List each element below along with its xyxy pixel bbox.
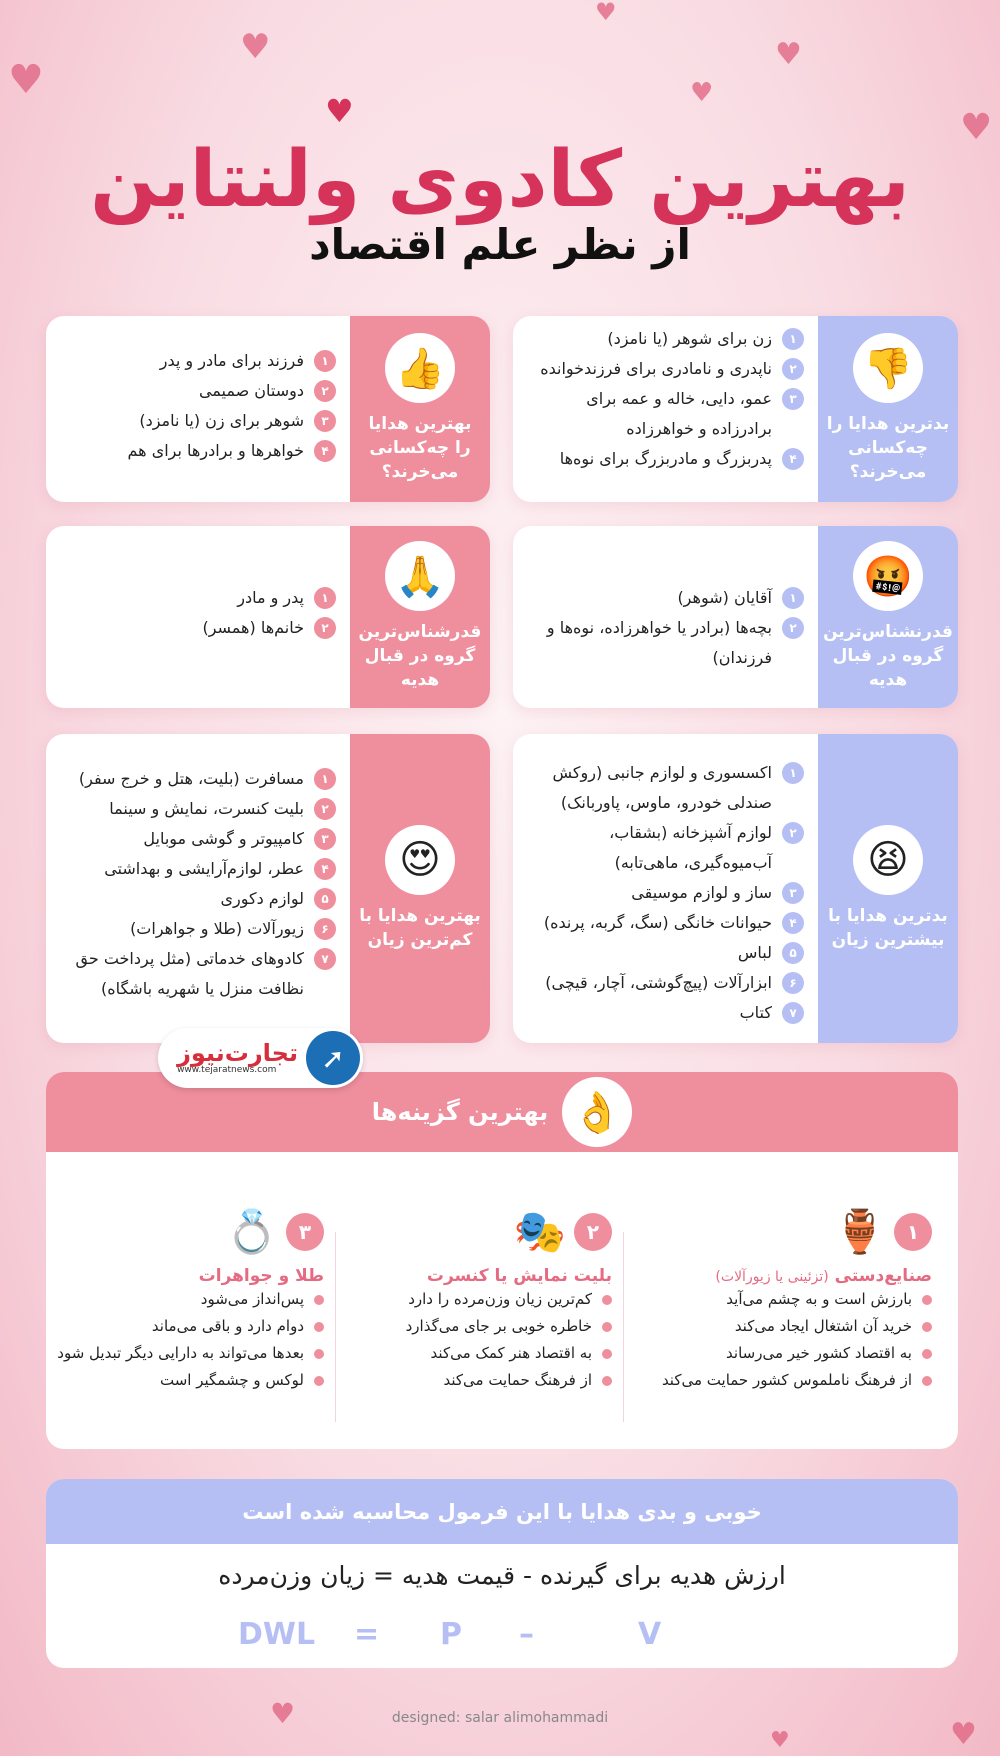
list-item: ۲ دوستان صمیمی (60, 376, 336, 406)
card-label: بهترین هدایا را چه‌کسانی می‌خرند؟ (368, 414, 472, 482)
list-item: ۷ کتاب (527, 998, 804, 1028)
list-item: ۱ مسافرت (بلیت، هتل و خرج سفر) (60, 764, 336, 794)
bullet-icon (314, 1322, 324, 1332)
divider (623, 1232, 624, 1422)
bullet-icon (314, 1376, 324, 1386)
card-label: قدرنشناس‌ترین گروه در قبال هدیه (823, 622, 953, 690)
formula-title: خوبی و بدی هدایا با این فرمول محاسبه شده است (46, 1479, 958, 1544)
praying-hands-icon: 🙏 (385, 541, 455, 611)
heart-icon: ♥ (240, 27, 271, 67)
option-number: ۳ (286, 1213, 324, 1251)
ok-hand-icon: 👌 (562, 1077, 632, 1147)
option-handicrafts (642, 1202, 932, 1394)
card-side (818, 526, 958, 708)
bullet-icon (314, 1295, 324, 1305)
list-item: ۱ اکسسوری و لوازم جانبی (روکش صندلی خودرو، ماوس، پاوربانک) (527, 758, 804, 818)
heart-icon: ♥ (690, 78, 714, 108)
list-item: ۴ حیوانات خانگی (سگ، گربه، پرنده) (527, 908, 804, 938)
bullet-icon (922, 1295, 932, 1305)
best-options-panel (46, 1072, 958, 1449)
formula-p: P (440, 1617, 462, 1652)
card-side (350, 526, 490, 708)
list-item: ۴ پدربزرگ و مادربزرگ برای نوه‌ها (527, 444, 804, 474)
list-item: ۲ خانم‌ها (همسر) (60, 613, 336, 643)
bullet-icon (602, 1376, 612, 1386)
option-gold-jewelry (54, 1202, 324, 1394)
formula-v: V (638, 1617, 662, 1652)
formula-dwl: DWL (238, 1617, 316, 1652)
card-label: بهترین هدایا با کم‌ترین زیان (359, 905, 481, 950)
card-best-gifts (46, 734, 490, 1043)
designer-credit: designed: salar alimohammadi (391, 1710, 609, 1726)
list-item: از فرهنگ حمایت می‌کند (352, 1367, 612, 1394)
card-side (818, 316, 958, 502)
tejaratnews-logo[interactable] (158, 1028, 363, 1088)
list-item: ۱ آقایان (شوهر) (527, 583, 804, 613)
list-item: ۲ لوازم آشپزخانه (بشقاب، آب‌میوه‌گیری، ماهی‌تابه) (527, 818, 804, 878)
divider (335, 1232, 336, 1422)
amphora-icon: 🏺 (833, 1207, 886, 1256)
list-item: بارزش است و به چشم می‌آید (642, 1286, 932, 1313)
thumbs-down-icon: 👎 (853, 333, 923, 403)
page-title: بهترین کادوی ولنتاین (90, 135, 910, 225)
list-item: ۳ عمو، دایی، خاله و عمه برای برادرزاده و خواهرزاده (527, 384, 804, 444)
best-options-title: بهترین گزینه‌ها (371, 1098, 549, 1126)
option-number: ۱ (894, 1213, 932, 1251)
list-item: ۲ بلیت کنسرت، نمایش و سینما (60, 794, 336, 824)
card-worst-givers (513, 316, 958, 502)
list-item: ۴ خواهرها و برادرها برای هم (60, 436, 336, 466)
formula-panel (46, 1479, 958, 1668)
list-item: پس‌انداز می‌شود (54, 1286, 324, 1313)
option-number: ۲ (574, 1213, 612, 1251)
list-item: ۳ کامپیوتر و گوشی موبایل (60, 824, 336, 854)
card-grateful (46, 526, 490, 708)
card-worst-gifts (513, 734, 958, 1043)
cursing-face-icon: 🤬 (853, 541, 923, 611)
bullet-icon (602, 1322, 612, 1332)
list-item: ۴ عطر، لوازم‌آرایشی و بهداشتی (60, 854, 336, 884)
list-item: لوکس و چشمگیر است (54, 1367, 324, 1394)
bullet-icon (922, 1322, 932, 1332)
formula-minus: – (519, 1617, 534, 1652)
page-subtitle: از نظر علم اقتصاد (309, 220, 691, 269)
bullet-icon (602, 1349, 612, 1359)
list-item: دوام دارد و باقی می‌ماند (54, 1313, 324, 1340)
thumbs-up-icon: 👍 (385, 333, 455, 403)
list-item: خرید آن اشتغال ایجاد می‌کند (642, 1313, 932, 1340)
list-item: ۳ ساز و لوازم موسیقی (527, 878, 804, 908)
list-item: کم‌ترین زیان وزن‌مرده را دارد (352, 1286, 612, 1313)
list-item: به اقتصاد هنر کمک می‌کند (352, 1340, 612, 1367)
list-item: از فرهنگ ناملموس کشور حمایت می‌کند (642, 1367, 932, 1394)
list-item: ۲ بچه‌ها (برادر یا خواهرزاده، نوه‌ها و فرزندان) (527, 613, 804, 673)
option-concert-ticket (352, 1202, 612, 1394)
list-item: بعدها می‌تواند به دارایی دیگر تبدیل شود (54, 1340, 324, 1367)
list-item: به اقتصاد کشور خیر می‌رساند (642, 1340, 932, 1367)
option-title: بلیت نمایش یا کنسرت (426, 1266, 612, 1286)
list-item: ۳ شوهر برای زن (یا نامزد) (60, 406, 336, 436)
formula-text: ارزش هدیه برای گیرنده - قیمت هدیه = زیان وزن‌مرده (218, 1561, 786, 1590)
list-item: ۲ ناپدری و نامادری برای فرزندخوانده (527, 354, 804, 384)
list-item: خاطره خوبی بر جای می‌گذارد (352, 1313, 612, 1340)
list-item: ۱ پدر و مادر (60, 583, 336, 613)
heart-icon: ♥ (775, 37, 802, 72)
formula-equals: = (354, 1617, 380, 1652)
list-item: ۷ کادوهای خدماتی (مثل پرداخت حق نظافت منزل یا شهریه باشگاه) (60, 944, 336, 1004)
logo-mark-icon: ➚ (306, 1031, 360, 1085)
card-side (818, 734, 958, 1043)
card-ungrateful (513, 526, 958, 708)
heart-icon: ♥ (950, 1717, 977, 1752)
heart-icon: ♥ (8, 57, 44, 103)
card-label: بدترین هدایا را چه‌کسانی می‌خرند؟ (826, 414, 950, 482)
list-item: ۱ زن برای شوهر (یا نامزد) (527, 324, 804, 354)
list-item: ۵ لباس (527, 938, 804, 968)
card-label: قدرشناس‌ترین گروه در قبال هدیه (358, 622, 482, 690)
heart-icon: ♥ (960, 107, 993, 148)
heart-icon: ♥ (595, 0, 617, 26)
bullet-icon (922, 1376, 932, 1386)
card-best-givers (46, 316, 490, 502)
bullet-icon (314, 1349, 324, 1359)
logo-name: تجارت‌نیوز (177, 1039, 298, 1067)
bullet-icon (922, 1349, 932, 1359)
option-title: طلا و جواهرات (198, 1266, 324, 1286)
list-item: ۶ زیورآلات (طلا و جواهرات) (60, 914, 336, 944)
card-side (350, 316, 490, 502)
logo-url: www.tejaratnews.com (177, 1065, 277, 1075)
list-item: ۶ ابزارآلات (پیچ‌گوشتی، آچار، قیچی) (527, 968, 804, 998)
heart-icon: ♥ (325, 92, 354, 130)
card-label: بدترین هدایا با بیشترین زیان (828, 905, 948, 950)
tired-face-icon: 😫 (853, 825, 923, 895)
theater-masks-icon: 🎭 (513, 1207, 566, 1256)
list-item: ۱ فرزند برای مادر و پدر (60, 346, 336, 376)
card-side (350, 734, 490, 1043)
heart-eyes-icon: 😍 (385, 825, 455, 895)
heart-icon: ♥ (770, 1728, 790, 1753)
heart-icon: ♥ (270, 1697, 296, 1730)
option-subtitle: (تزئینی یا زیورآلات) (715, 1269, 829, 1285)
bullet-icon (602, 1295, 612, 1305)
option-title: صنایع‌دستی (تزئینی یا زیورآلات) (715, 1266, 932, 1286)
list-item: ۵ لوازم دکوری (60, 884, 336, 914)
ring-icon: 💍 (225, 1207, 278, 1256)
